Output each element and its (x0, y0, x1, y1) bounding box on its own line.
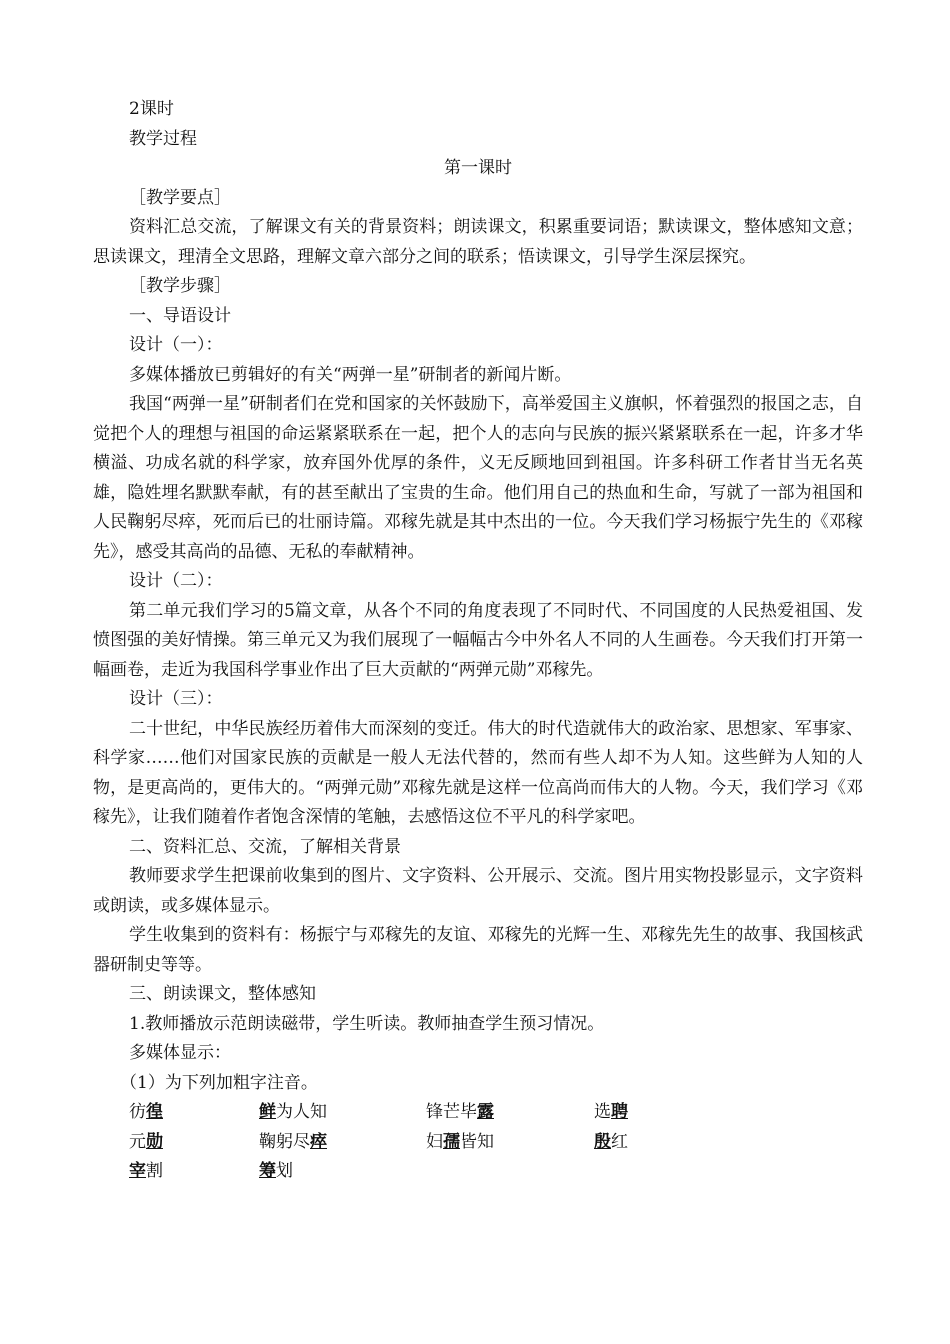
design-1-paragraph-1: 多媒体播放已剪辑好的有关“两弹一星”研制者的新闻片断。 (129, 364, 572, 385)
design-3-label: 设计（三）： (129, 689, 223, 709)
section-2-paragraph-1: 教师要求学生把课前收集到的图片、文字资料、公开展示、交流。图片用实物投影显示，文字资料或朗读，或多媒体显示。 (93, 866, 863, 916)
vocab-row-3 (93, 1157, 863, 1187)
section-2-heading: 二、资料汇总、交流，了解相关背景 (129, 836, 401, 857)
vocab-word: 殷红 (594, 1131, 628, 1152)
key-points-heading: ［教学要点］ (129, 187, 231, 208)
multimedia-label: 多媒体显示： (129, 1043, 231, 1063)
first-lesson-title: 第一课时 (444, 158, 512, 178)
design-3-paragraph: 二十世纪，中华民族经历着伟大而深刻的变迁。伟大的时代造就伟大的政治家、思想家、军事家、科学家……他们对国家民族的贡献是一般人无法代替的，然而有些人却不为人知。这些鲜为人知的人物，是更高尚的，更伟大的。“两弹元勋”邓稼先就是这样一位高尚而伟大的人物。今天，我们学习《邓稼先》，让我们随着作者饱含深情的笔触，去感悟这位不平凡的科学家吧。 (93, 718, 863, 827)
document-body (93, 95, 863, 1187)
steps-heading: ［教学步骤］ (129, 276, 231, 296)
exercise-1-instruction: （1）为下列加粗字注音。 (120, 1072, 318, 1093)
design-1-paragraph-2: 我国“两弹一星”研制者们在党和国家的关怀鼓励下，高举爱国主义旗帜，怀着强烈的报国之志，自觉把个人的理想与祖国的命运紧紧联系在一起，把个人的志向与民族的振兴紧紧联系在一起，许多才华横溢、功成名就的科学家，放弃国外优厚的条件，义无反顾地回到祖国。许多科研工作者甘当无名英雄，隐姓埋名默默奉献，有的甚至献出了宝贵的生命。他们用自己的热血和生命，写就了一部为祖国和人民鞠躬尽瘁，死而后已的壮丽诗篇。邓稼先就是其中杰出的一位。今天我们学习杨振宁先生的《邓稼先》，感受其高尚的品德、无私的奉献精神。 (93, 394, 863, 562)
section-2-paragraph-2: 学生收集到的资料有：杨振宁与邓稼先的友谊、邓稼先的光辉一生、邓稼先先生的故事、我国核武器研制史等等。 (93, 925, 863, 975)
vocab-word: 元勋 (129, 1131, 163, 1152)
vocab-word: 鞠躬尽瘁 (259, 1131, 327, 1152)
vocab-word: 选聘 (594, 1102, 628, 1122)
lesson-periods: 2课时 (129, 99, 174, 119)
key-points-text: 资料汇总交流，了解课文有关的背景资料；朗读课文，积累重要词语；默读课文，整体感知文意；思读课文，理清全文思路，理解文章六部分之间的联系；悟读课文，引导学生深层探究。 (93, 217, 863, 267)
design-1-label: 设计（一）： (129, 335, 223, 355)
vocab-word: 妇孺皆知 (426, 1131, 494, 1152)
item-1-text: 1.教师播放示范朗读磁带，学生听读。教师抽查学生预习情况。 (129, 1013, 605, 1034)
vocab-row-2 (93, 1128, 863, 1158)
design-2-paragraph: 第二单元我们学习的5篇文章，从各个不同的角度表现了不同时代、不同国度的人民热爱祖国、发愤图强的美好情操。第三单元又为我们展现了一幅幅古今中外名人不同的人生画卷。今天我们打开第一幅画卷，走近为我国科学事业作出了巨大贡献的“两弹元勋”邓稼先。 (93, 600, 863, 680)
teaching-process-heading: 教学过程 (129, 128, 197, 149)
section-3-heading: 三、朗读课文，整体感知 (129, 984, 316, 1004)
vocab-word: 彷徨 (129, 1102, 163, 1122)
design-2-label: 设计（二）： (129, 571, 223, 591)
vocab-row-1 (93, 1098, 863, 1128)
vocab-word: 鲜为人知 (259, 1102, 327, 1122)
vocab-word: 锋芒毕露 (426, 1102, 494, 1122)
vocab-word: 筹划 (259, 1161, 293, 1181)
vocab-word: 宰割 (129, 1161, 163, 1181)
section-1-heading: 一、导语设计 (129, 305, 231, 326)
